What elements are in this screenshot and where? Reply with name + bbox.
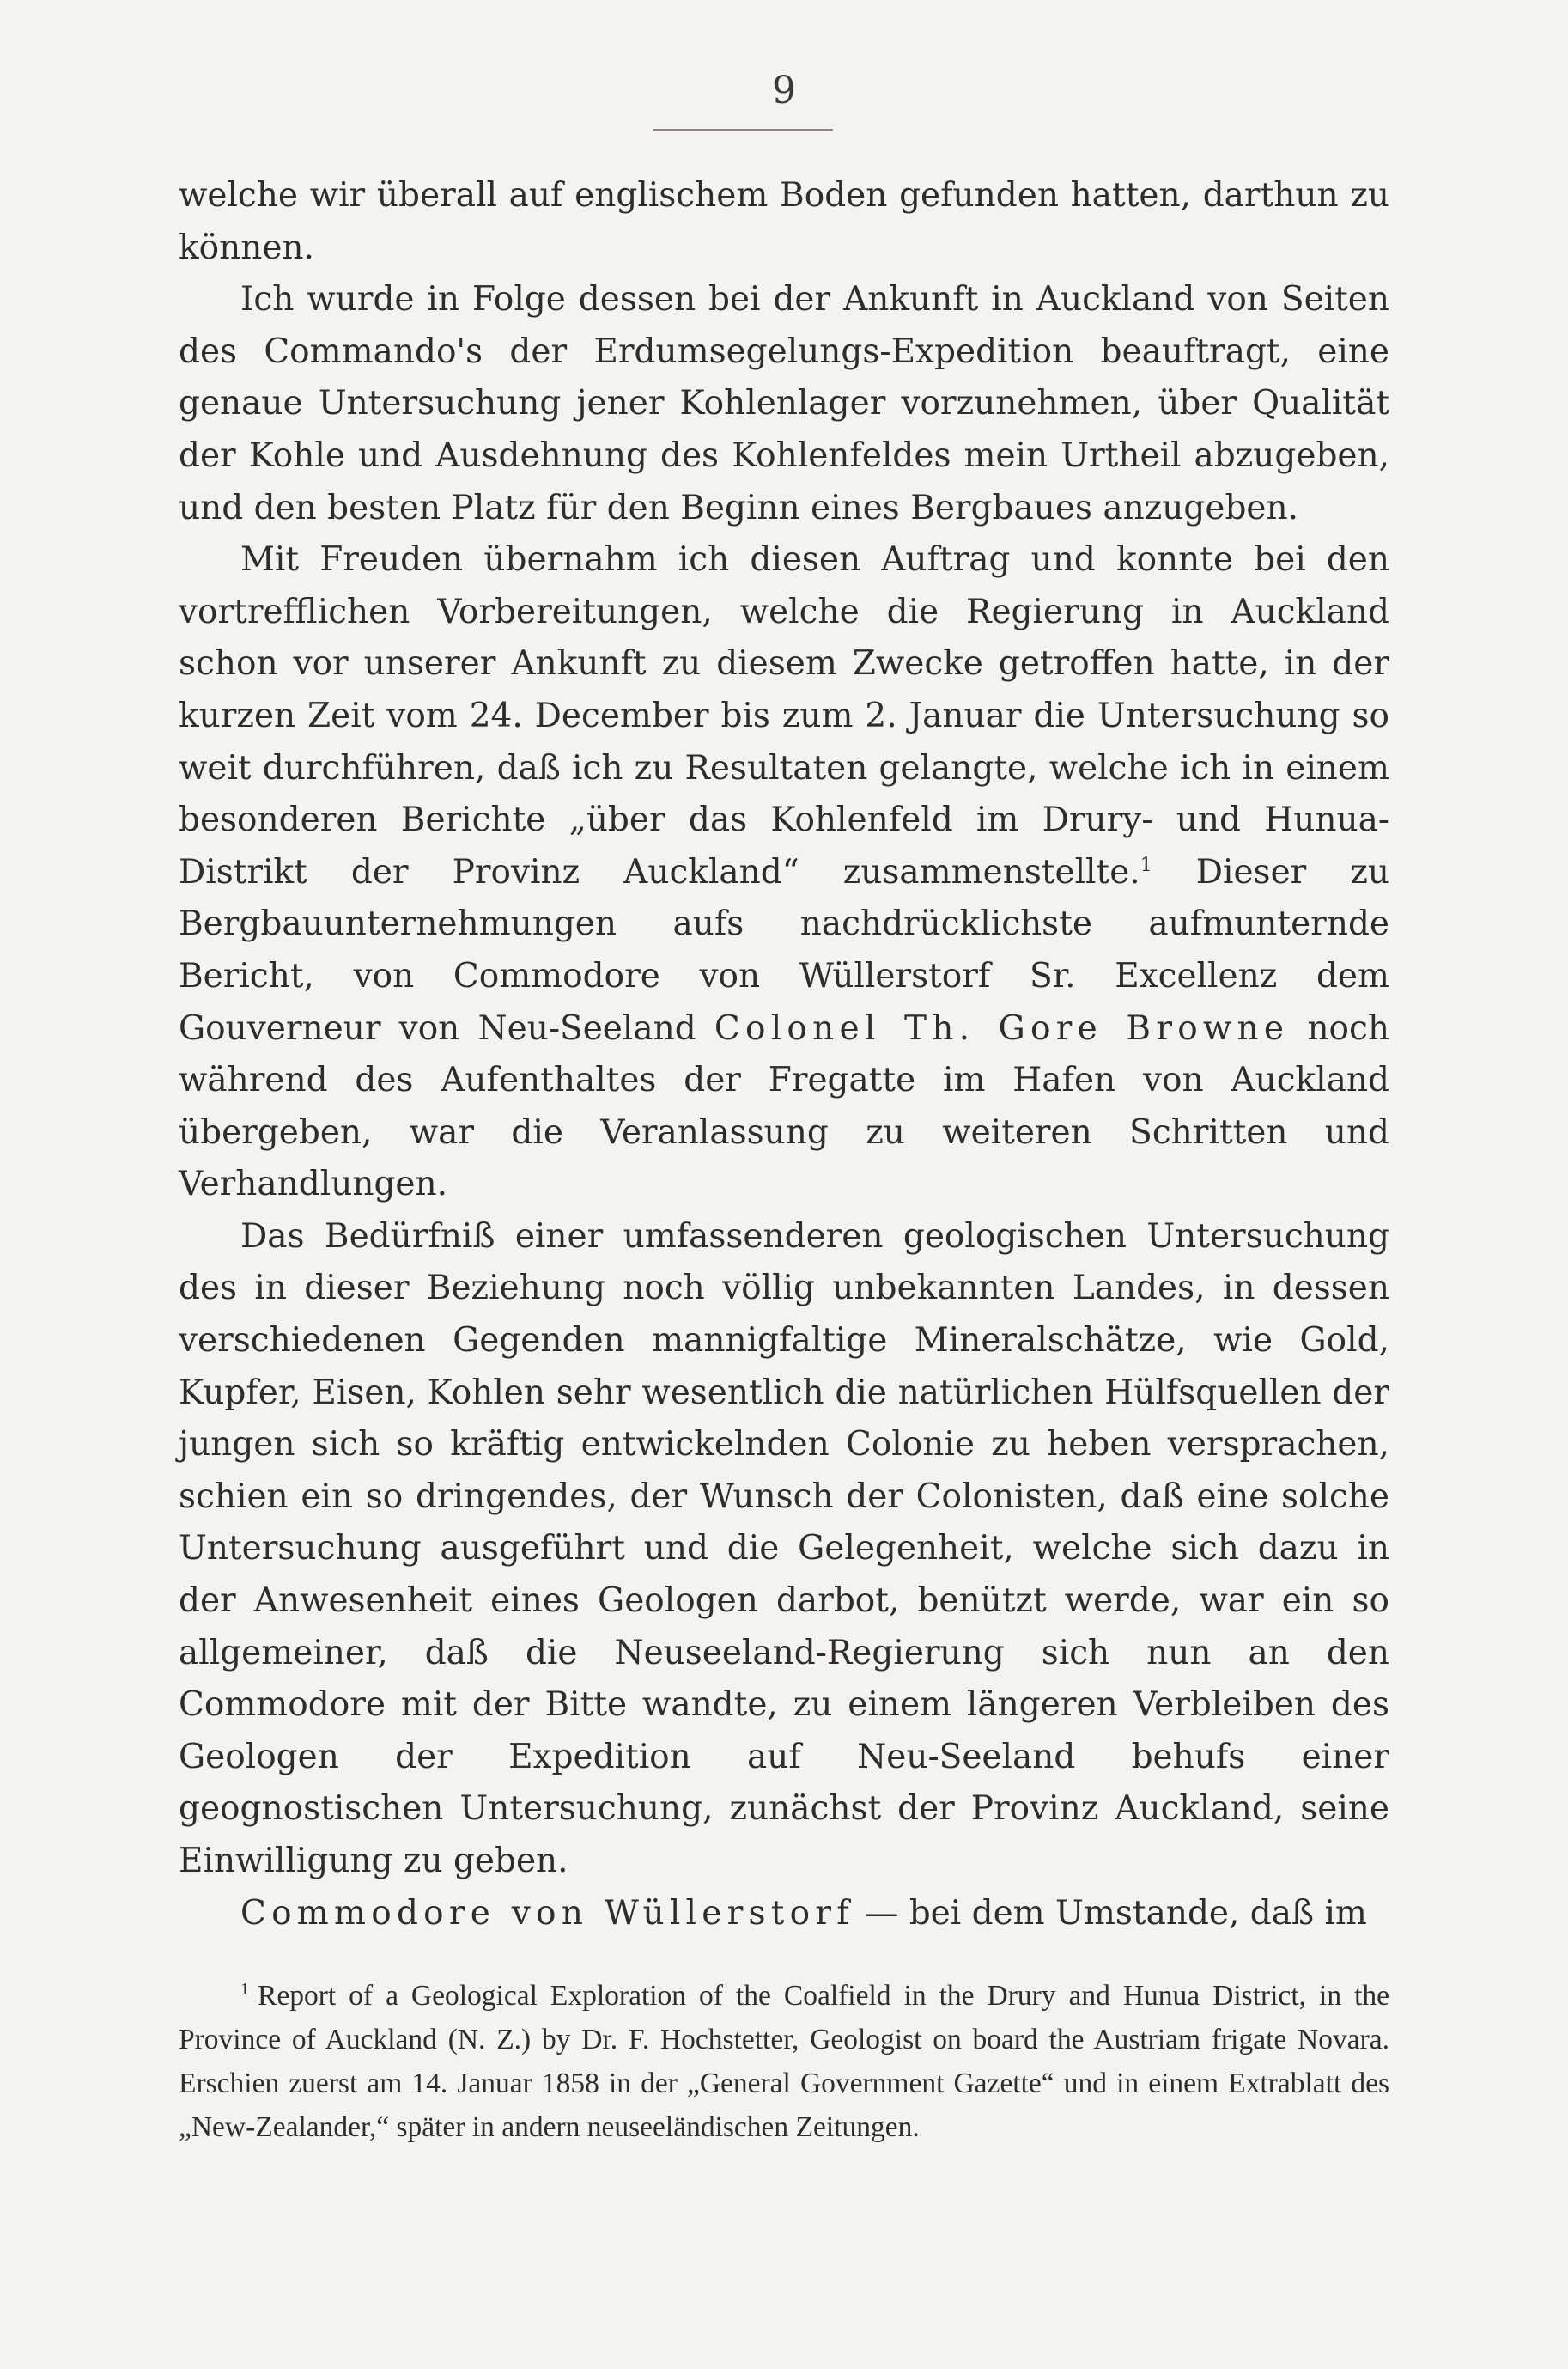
page-number: 9 bbox=[772, 69, 796, 113]
paragraph-1: welche wir überall auf englischem Boden gefunden hatten, darthun zu können. bbox=[179, 176, 1389, 267]
header-rule bbox=[653, 129, 833, 131]
commodore-name: Commodore von Wüllerstorf bbox=[240, 1893, 854, 1933]
paragraph-5 bbox=[179, 1888, 1389, 1940]
body-text bbox=[179, 170, 1389, 1940]
governor-name: Colonel Th. Gore Browne bbox=[714, 1008, 1290, 1048]
footnote-reference[interactable]: 1 bbox=[1140, 854, 1152, 876]
paragraph-4: Das Bedürfniß einer umfassenderen geologischen Untersuchung des in dieser Beziehung noch völlig unbekannten Landes, in dessen verschiedenen Gegenden mannigfaltige Mineralschätze, wie Gold, Kupfer, Eisen, Kohlen sehr wesentlich die natürlichen Hülfsquellen der jungen sich so kräftig entwickelnden Colonie zu heben versprachen, schien ein so dringendes, der Wunsch der Colonisten, daß eine solche Untersuchung ausgeführt und die Gelegenheit, welche sich dazu in der Anwesenheit eines Geologen darbot, benützt werde, war ein so allgemeiner, daß die Neuseeland-Regierung sich nun an den Commodore mit der Bitte wandte, zu einem längeren Verbleiben des Geologen der Expedition auf Neu-Seeland behufs einer geognostischen Untersuchung, zunächst der Provinz Auckland, seine Einwilligung zu geben. bbox=[179, 1216, 1389, 1880]
paragraph-2: Ich wurde in Folge dessen bei der Ankunft in Auckland von Seiten des Commando's der Erdumsegelungs-Expedition beauftragt, eine genaue Untersuchung jener Kohlenlager vorzunehmen, über Qualität der Kohle und Ausdehnung des Kohlenfeldes mein Urtheil abzugeben, und den besten Platz für den Beginn eines Bergbaues anzugeben. bbox=[179, 280, 1389, 527]
paragraph-3-part-a: Mit Freuden übernahm ich diesen Auftrag und konnte bei den vortrefflichen Vorbereitungen, welche die Regierung in Auckland schon vor unserer Ankunft zu diesem Zwecke getroffen hatte, in der kurzen Zeit vom 24. December bis zum 2. Januar die Untersuchung so weit durchführen, daß ich zu Resultaten gelangte, welche ich in einem besonderen Berichte „über das Kohlenfeld im Drury- und Hunua-Distrikt der Provinz Auckland“ zusammenstellte. bbox=[179, 540, 1389, 892]
footnote-1 bbox=[179, 1974, 1389, 2149]
paragraph-3-part-c: noch während des Aufenthaltes der Fregatte im Hafen von Auckland übergeben, war die Veranlassung zu weiteren Schritten und Verhandlungen. bbox=[179, 1008, 1389, 1204]
paragraph-3 bbox=[179, 534, 1389, 1211]
footnote-mark: 1 bbox=[240, 1979, 249, 1999]
footnotes bbox=[179, 1974, 1389, 2149]
footnote-text: Report of a Geological Exploration of the Coalfield in the Drury and Hunua District, in the Province of Auckland (N. Z.) by Dr. F. Hochstetter, Geologist on board the Austriam frigate Novara. Erschien zuerst am 14. Januar 1858 in der „General Government Gazette“ und in einem Extrablatt des „New-Zealander,“ später in andern neuseeländischen Zeitungen. bbox=[179, 1980, 1389, 2143]
paragraph-5-rest: — bei dem Umstande, daß im bbox=[865, 1893, 1367, 1933]
paragraph-3-part-b: Dieser zu Bergbauunternehmungen aufs nachdrücklichste aufmunternde Bericht, von Commodore von Wüllerstorf Sr. Excellenz dem Gouverneur von Neu-Seeland bbox=[179, 852, 1389, 1048]
